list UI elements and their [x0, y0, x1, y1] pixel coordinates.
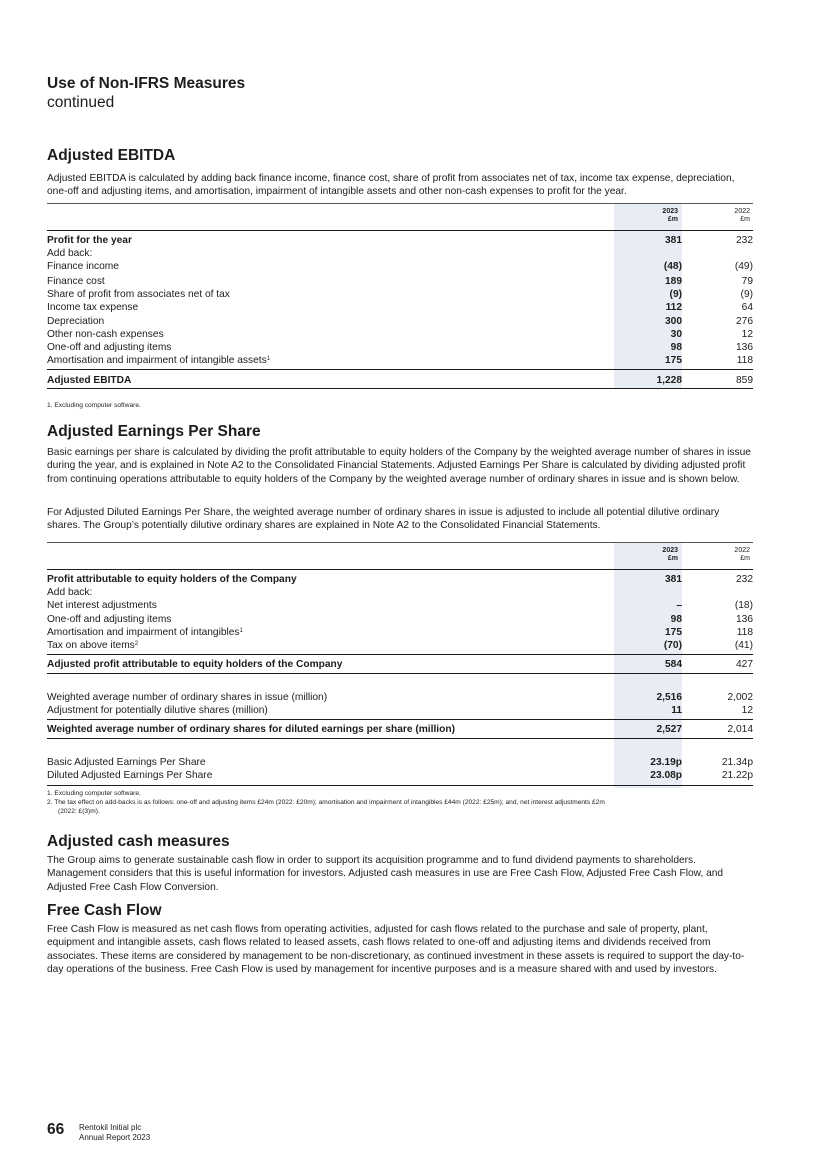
section-heading-ebitda: Adjusted EBITDA	[47, 147, 176, 164]
page-number: 66	[47, 1121, 65, 1138]
footer-company: Rentokil Initial plc Annual Report 2023	[79, 1123, 151, 1142]
footnote: 1. Excluding computer software.	[47, 790, 141, 797]
table-row: Adjustment for potentially dilutive shares (million) 11 12	[47, 705, 753, 716]
header-rule	[47, 569, 753, 570]
column-header-2023: 2023 £m	[662, 208, 678, 223]
adjusted-profit-row: Adjusted profit attributable to equity holders of the Company 584 427	[47, 659, 753, 670]
table-row: One-off and adjusting items 98 136	[47, 614, 753, 625]
table-row: Add back:	[47, 587, 93, 598]
subtotal-bottom-rule	[47, 673, 753, 674]
shares-total-top-rule	[47, 719, 753, 720]
ebitda-paragraph: Adjusted EBITDA is calculated by adding back finance income, finance cost, share of profit from associates net of tax, income tax expense, depreciation, one-off and adjusting items, and amortisation, impairment of intangible assets and other non-cash expenses to profit for the year.	[47, 173, 735, 198]
fcf-paragraph: Free Cash Flow is measured as net cash flows from operating activities, adjusted for cash flows related to the purchase and sale of property, plant, equipment and intangible assets, cash flows related to leased assets, cash flows related to one-off and adjusting items and dividends received from associates. These items are considered by management to be non-discretionary, as continued investment in these assets is required to support the day-to-day operations of the business. Free Cash Flow is used by management for incentive purposes and is a measure shared with and used by investors.	[47, 924, 745, 975]
table-row: Finance cost 189 79	[47, 276, 753, 287]
table-row: Finance income (48) (49)	[47, 261, 753, 272]
footnote: 2. The tax effect on add-backs is as follows: one-off and adjusting items £24m (2022: £20m); amortisation and impairment of intangibles £44m (2022: £25m); and, net interest adjustments £2m	[47, 799, 605, 806]
subtotal-top-rule	[47, 654, 753, 655]
table-row: Weighted average number of ordinary shares in issue (million) 2,516 2,002	[47, 692, 753, 703]
footnote: 1. Excluding computer software.	[47, 402, 141, 409]
table-row: Add back:	[47, 248, 93, 259]
section-heading-eps: Adjusted Earnings Per Share	[47, 423, 261, 440]
table-row: Income tax expense 112 64	[47, 302, 753, 313]
table-row: Amortisation and impairment of intangible assets$^1$ 175 118	[47, 355, 753, 366]
table-row: Share of profit from associates net of tax (9) (9)	[47, 289, 753, 300]
eps-paragraph-1: Basic earnings per share is calculated by dividing the profit attributable to equity holders of the Company by the weighted average number of shares in issue during the year, and is explained in Note A2 to the Consolidated Financial Statements. Adjusted Earnings Per Share is calculated by dividing adjusted profit from continuing operations attributable to equity holders of the Company by the weighted average number of ordinary shares in issue and is shown below.	[47, 447, 751, 485]
section-heading-fcf: Free Cash Flow	[47, 902, 162, 919]
shares-total-row: Weighted average number of ordinary shares for diluted earnings per share (million) 2,527 2,014	[47, 724, 753, 735]
table-row: Profit for the year 381 232	[47, 235, 753, 246]
table-row: Diluted Adjusted Earnings Per Share 23.08p 21.22p	[47, 770, 753, 781]
table-row: Other non-cash expenses 30 12	[47, 329, 753, 340]
shares-total-bottom-rule	[47, 738, 753, 739]
column-header-2023: 2023 £m	[662, 547, 678, 562]
table-row: One-off and adjusting items 98 136	[47, 342, 753, 353]
eps-bottom-rule	[47, 785, 753, 786]
table-row: Depreciation 300 276	[47, 316, 753, 327]
total-bottom-rule	[47, 388, 753, 389]
table-row: Net interest adjustments – (18)	[47, 600, 753, 611]
table-row: Basic Adjusted Earnings Per Share 23.19p 21.34p	[47, 757, 753, 768]
column-header-2022: 2022 £m	[734, 208, 750, 223]
total-top-rule	[47, 369, 753, 370]
section-heading-cash: Adjusted cash measures	[47, 833, 230, 850]
eps-paragraph-2: For Adjusted Diluted Earnings Per Share, the weighted average number of ordinary shares in issue is adjusted to include all potential dilutive ordinary shares. The Group’s potentially dilutive ordinary shares are explained in Note A2 to the Consolidated Financial Statements.	[47, 507, 720, 532]
page-title: Use of Non-IFRS Measures	[47, 75, 246, 92]
footnote-continuation: (2022: £(3)m).	[58, 808, 100, 815]
table-row: Tax on above items$^2$ (70) (41)	[47, 640, 753, 651]
page-subtitle: continued	[47, 94, 115, 111]
header-rule	[47, 230, 753, 231]
table-row: Amortisation and impairment of intangibles$^1$ 175 118	[47, 627, 753, 638]
table-row: Profit attributable to equity holders of the Company 381 232	[47, 574, 753, 585]
column-header-2022: 2022 £m	[734, 547, 750, 562]
cash-paragraph: The Group aims to generate sustainable cash flow in order to support its acquisition programme and to fund dividend payments to shareholders. Management considers that this is useful information for investors. Adjusted cash measures in use are Free Cash Flow, Adjusted Free Cash Flow, and Adjusted Free Cash Flow Conversion.	[47, 855, 724, 893]
total-row: Adjusted EBITDA 1,228 859	[47, 375, 753, 386]
